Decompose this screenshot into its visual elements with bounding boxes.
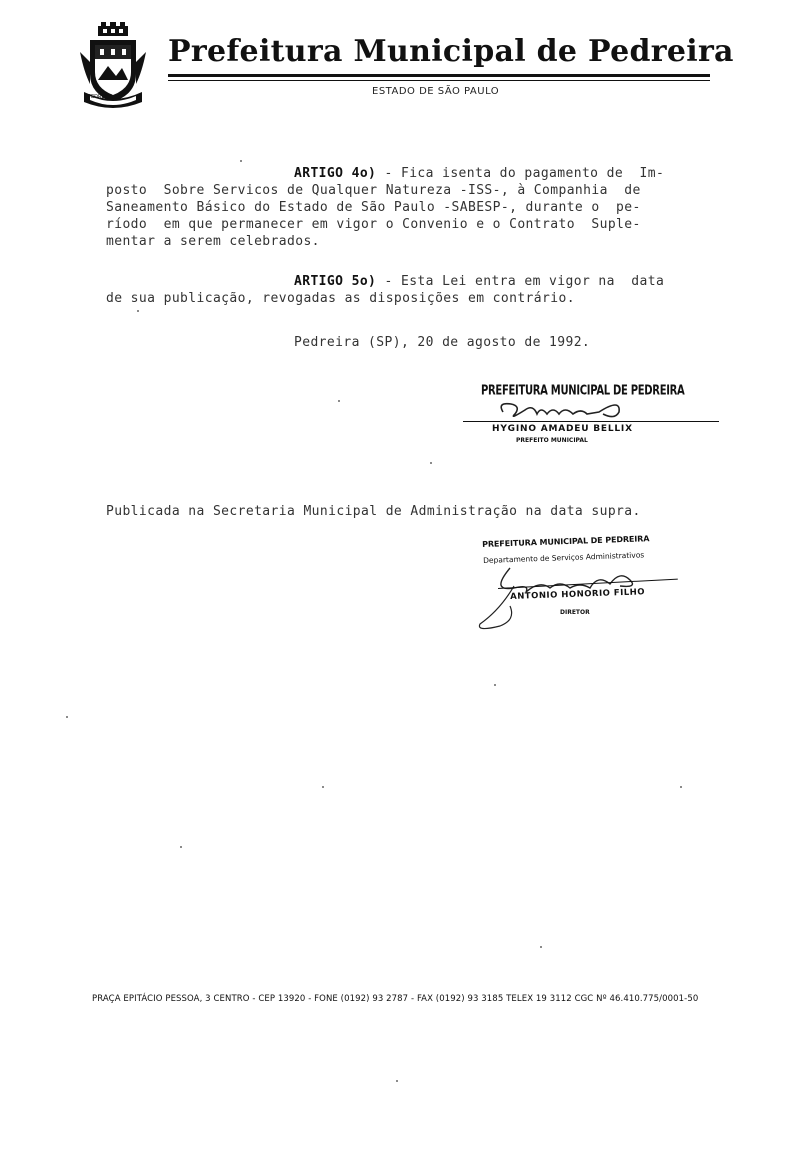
header-rule-thin [168,80,710,81]
department-stamp-subtitle: Departamento de Serviços Administrativos [483,550,645,565]
scan-speck [430,462,432,464]
department-stamp-title: PREFEITURA MUNICIPAL DE PEDREIRA [482,534,650,549]
scan-speck [680,786,682,788]
crest-ribbon-text: PEDREIRA [88,94,113,100]
mayor-role: PREFEITO MUNICIPAL [516,437,588,444]
article-4-label: ARTIGO 4o) [294,166,377,181]
article-4-line-2: posto Sobre Servicos de Qualquer Natureza -ISS-, à Companhia de [106,183,641,198]
page-title: Prefeitura Municipal de Pedreira [168,34,734,69]
article-4-line-4: ríodo em que permanecer em vigor o Convenio e o Contrato Suple- [106,217,641,232]
publication-line: Publicada na Secretaria Municipal de Administração na data supra. [106,504,641,519]
scan-speck [180,846,182,848]
mayor-signature-line [463,421,719,422]
article-4-text: - Fica isenta do pagamento de Im- [376,166,665,181]
article-4-first-line [294,166,664,181]
scan-speck [66,716,68,718]
scan-speck [240,160,242,162]
article-4-line-5: mentar a serem celebrados. [106,234,320,249]
article-4-line-3: Saneamento Básico do Estado de São Paulo -SABESP-, durante o pe- [106,200,641,215]
scan-speck [137,310,139,312]
footer-address: PRAÇA EPITÁCIO PESSOA, 3 CENTRO - CEP 13920 - FONE (0192) 93 2787 - FAX (0192) 93 3185 TELEX 19 3112 CGC Nº 46.410.775/0001-50 [92,994,699,1004]
director-role: DIRETOR [560,609,590,616]
date-line: Pedreira (SP), 20 de agosto de 1992. [294,335,591,350]
director-signature-icon [470,562,670,638]
director-name: ANTONIO HONORIO FILHO [510,587,646,602]
article-5-text: - Esta Lei entra em vigor na data [376,274,665,289]
scan-speck [396,1080,398,1082]
mayor-signature-icon [495,396,635,424]
mayor-stamp-title: PREFEITURA MUNICIPAL DE PEDREIRA [481,384,685,399]
article-5-label: ARTIGO 5o) [294,274,377,289]
article-5-line-2: de sua publicação, revogadas as disposições em contrário. [106,291,575,306]
scan-speck [540,946,542,948]
mayor-name: HYGINO AMADEU BELLIX [492,424,633,434]
article-5-first-line [294,274,664,289]
scan-speck [494,684,496,686]
scan-speck [322,786,324,788]
scan-speck [338,400,340,402]
state-subtitle: ESTADO DE SÃO PAULO [372,86,500,97]
header-rule-thick [168,74,710,77]
